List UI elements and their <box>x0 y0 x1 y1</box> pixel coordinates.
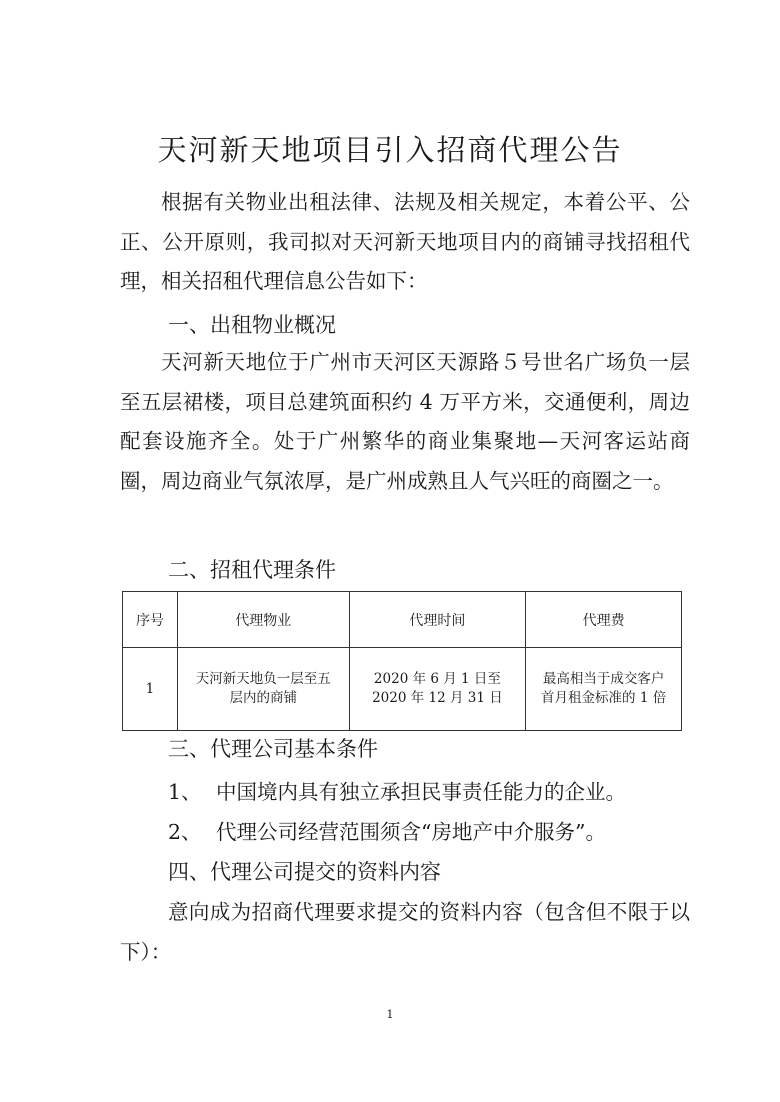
period-end: 2020 年 12 月 31 日 <box>372 690 503 706</box>
row-number-cell: 1 <box>123 648 178 731</box>
condition-text: 中国境内具有独立承担民事责任能力的企业。 <box>216 780 626 804</box>
period-cell <box>349 648 526 731</box>
condition-item <box>168 812 606 852</box>
section-2-heading: 二、招租代理条件 <box>168 558 336 582</box>
section-4-heading: 四、代理公司提交的资料内容 <box>168 860 441 884</box>
agency-terms-table <box>122 591 682 731</box>
condition-text: 代理公司经营范围须含“房地产中介服务”。 <box>216 820 606 844</box>
fee-cell: 最高相当于成交客户首月租金标准的 1 倍 <box>526 648 682 731</box>
table-header-cell: 代理费 <box>526 592 682 648</box>
property-cell: 天河新天地负一层至五层内的商铺 <box>177 648 349 731</box>
condition-number: 2、 <box>168 820 202 844</box>
section-1-body: 天河新天地位于广州市天河区天源路５号世名广场负一层至五层裙楼，项目总建筑面积约 4 万平方米，交通便利，周边配套设施齐全。处于广州繁华的商业集聚地—天河客运站商圈，周边商业气氛浓厚，是广州成熟且人气兴旺的商圈之一。 <box>120 350 690 493</box>
page-title: 天河新天地项目引入招商代理公告 <box>157 133 623 167</box>
table-header-cell: 序号 <box>123 592 178 648</box>
table-header-cell: 代理物业 <box>177 592 349 648</box>
section-3-heading: 三、代理公司基本条件 <box>168 737 378 761</box>
section-1-heading: 一、出租物业概况 <box>168 313 336 337</box>
section-4-body: 意向成为招商代理要求提交的资料内容（包含但不限于以下）： <box>120 900 690 964</box>
condition-number: 1、 <box>168 780 202 804</box>
table-row <box>123 648 682 731</box>
intro-paragraph: 根据有关物业出租法律、法规及相关规定，本着公平、公正、公开原则，我司拟对天河新天地项目内的商铺寻找招租代理，相关招租代理信息公告如下： <box>120 190 690 293</box>
page-number: 1 <box>386 1008 394 1021</box>
period-start: 2020 年 6 月 1 日至 <box>373 671 501 687</box>
table-header-row <box>123 592 682 648</box>
condition-item <box>168 772 626 812</box>
table-header-cell: 代理时间 <box>349 592 526 648</box>
